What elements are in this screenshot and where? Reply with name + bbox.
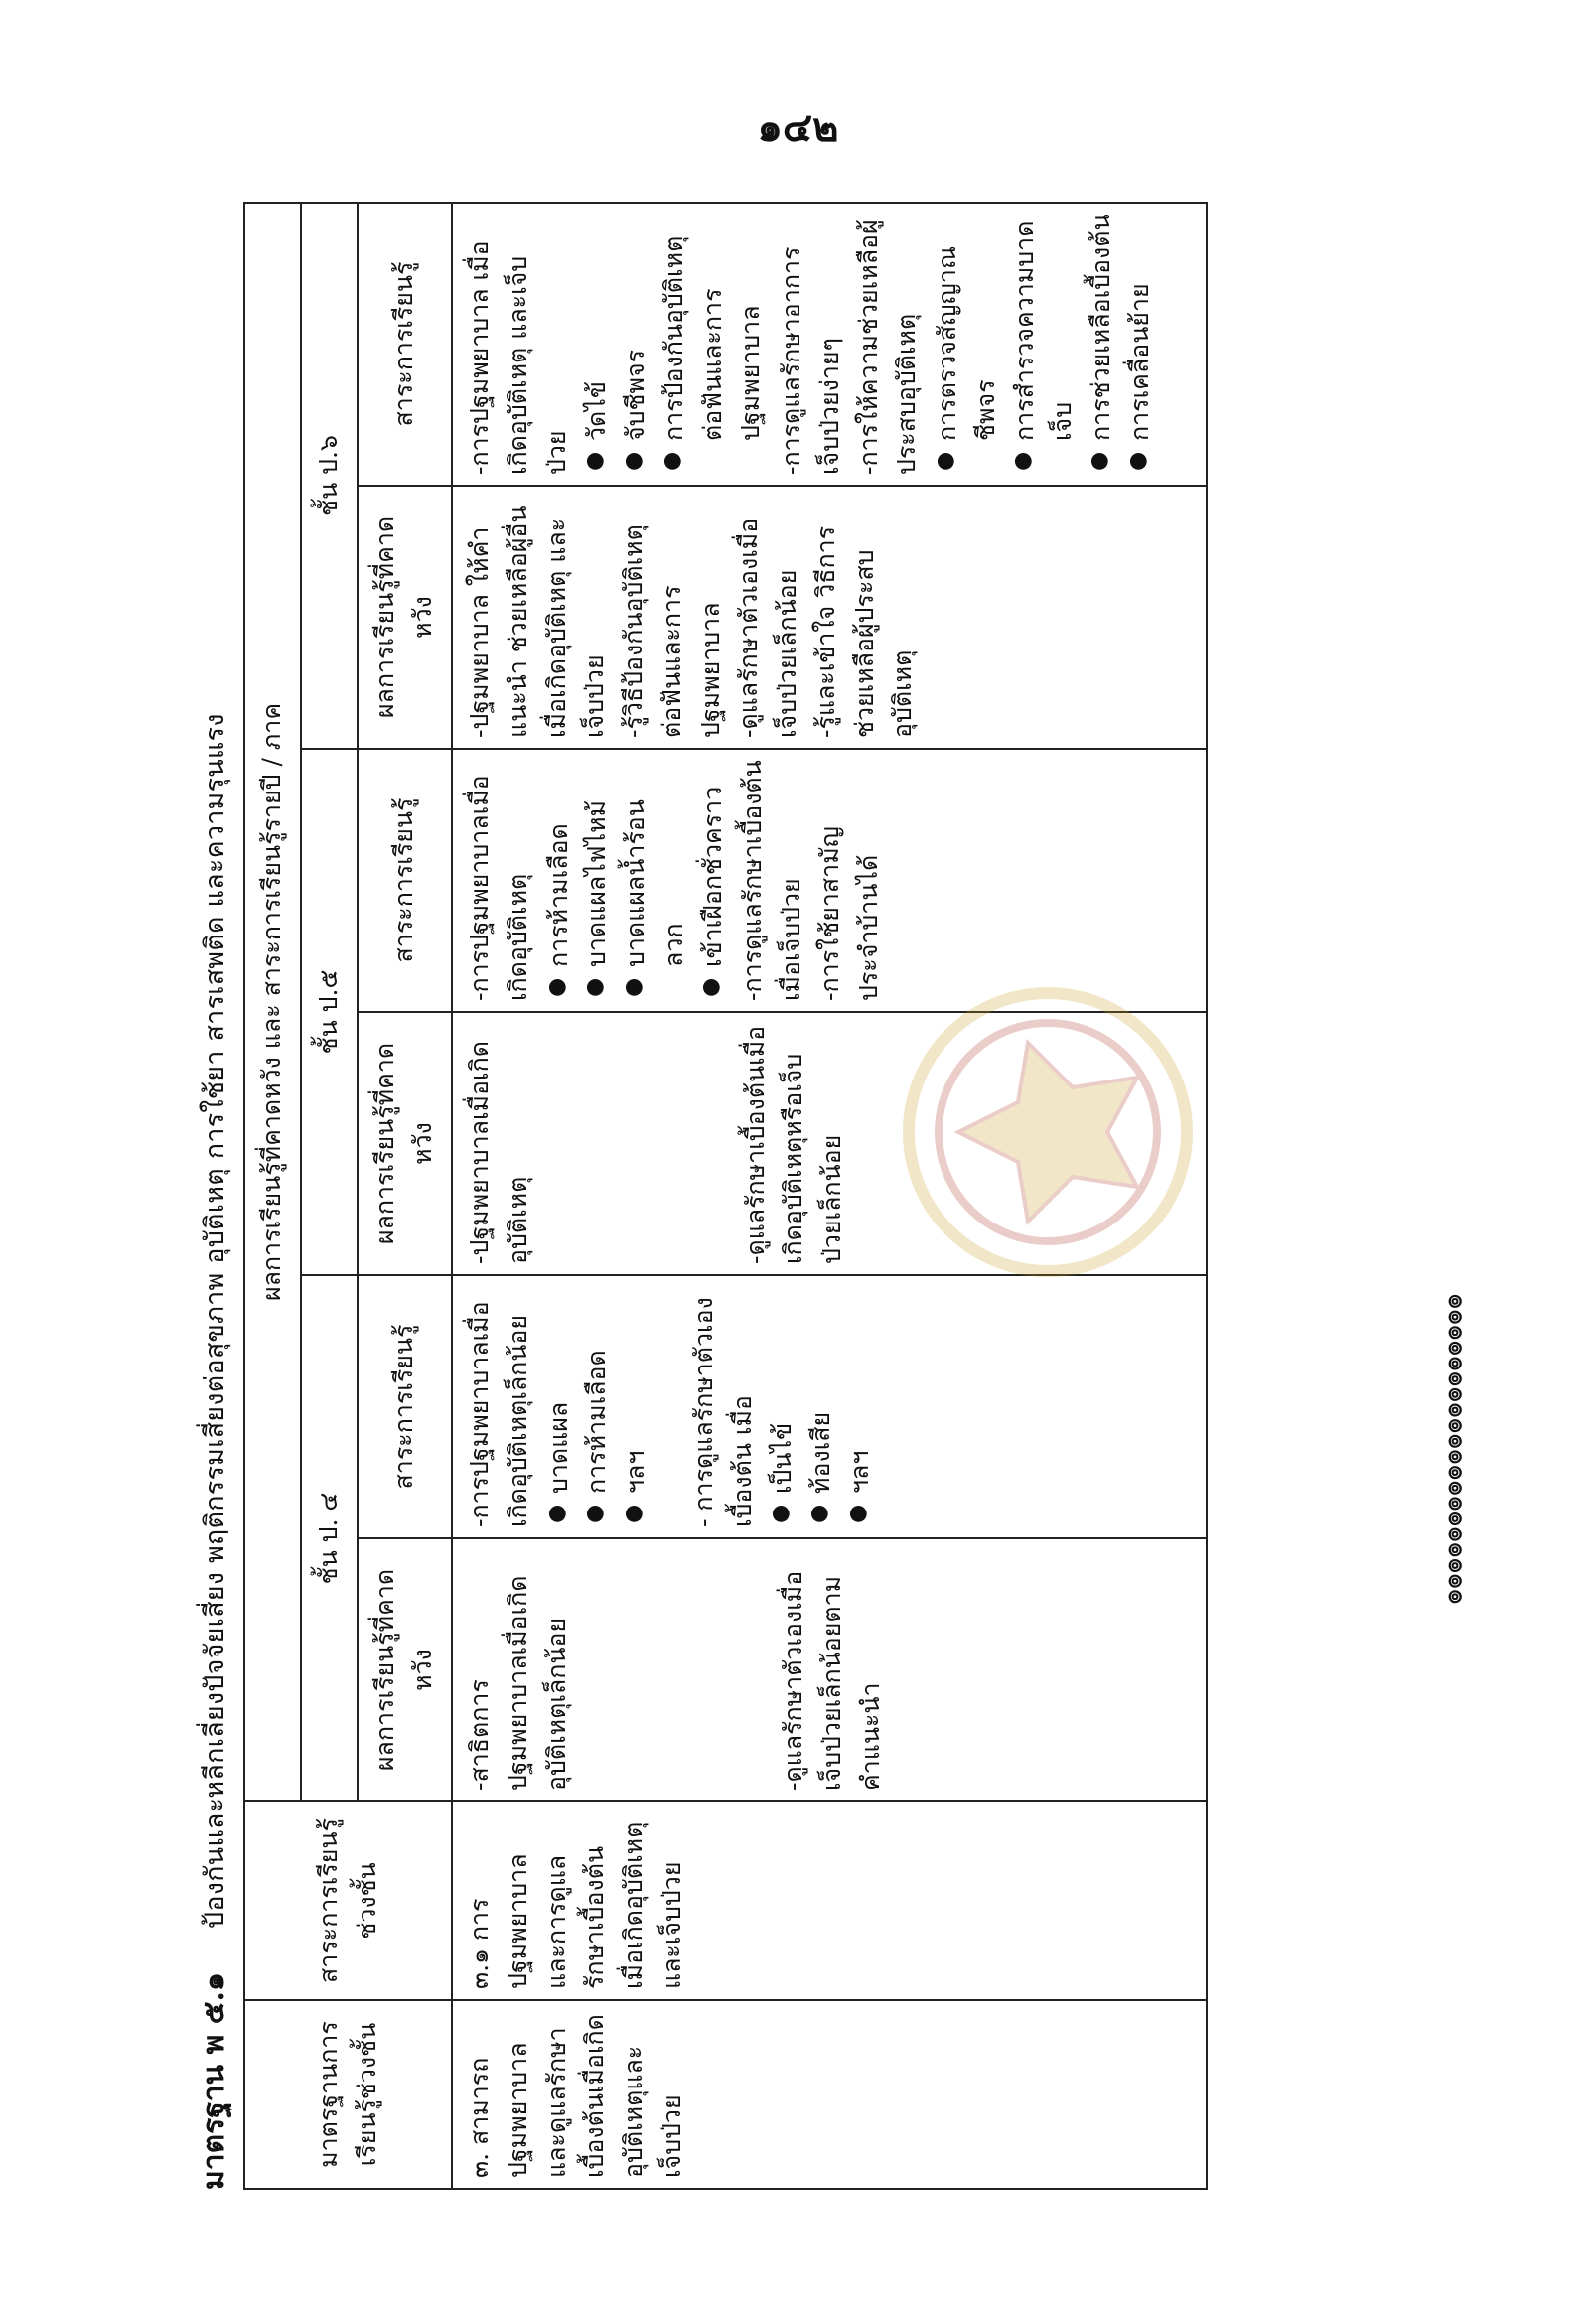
p6-content-2: -การดูแลรักษาอาการเจ็บป่วยง่ายๆ xyxy=(777,246,844,475)
p6-outcome-2: -รู้วิธีป้องกันอุบัติเหตุต่อฟันและการปฐมพยาบาล xyxy=(619,524,725,738)
p4-outcome-2: -ดูแลรักษาตัวเองเมื่อเจ็บป่วยเล็กน้อยตามคำแนะนำ xyxy=(779,1570,885,1791)
p5-outcome-header: ผลการเรียนรู้ที่คาดหวัง xyxy=(358,1012,453,1275)
p5-content-cell xyxy=(452,749,1207,1012)
content-cell: ๓.๑ การปฐมพยาบาล และการดูแลรักษาเบื้องต้นเมื่อเกิดอุบัติเหตุ และเจ็บป่วย xyxy=(452,1801,1207,2000)
rotated-page-area xyxy=(184,204,1467,2190)
p5-bullet-list-1 xyxy=(540,760,733,1001)
p6-outcome-4: -รู้และเข้าใจ วิธีการช่วยเหลือผู้ประสบอุบัติเหตุ xyxy=(810,525,918,738)
footer-ornament-rule: ๏๏๏๏๏๏๏๏๏๏๏๏๏๏๏๏๏๏๏๏ xyxy=(1438,1293,1467,1604)
watermark-emblem-icon xyxy=(899,983,1197,1281)
p4-outcome-1: -สาธิตการปฐมพยาบาลเมื่อเกิดอุบัติเหตุเล็กน้อย xyxy=(465,1575,571,1791)
list-item: ● บาดแผลไฟไหม้ xyxy=(578,760,617,1001)
p5-outcome-1: -ปฐมพยาบาลเมื่อเกิดอุบัติเหตุ xyxy=(465,1041,532,1264)
p6-outcome-header: ผลการเรียนรู้ที่คาดหวัง xyxy=(358,486,453,749)
standard-description: ป้องกันและหลีกเลี่ยงปัจจัยเสี่ยง พฤติกรรมเสี่ยงต่อสุขภาพ อุบัติเหตุ การใช้ยา สารเสพติด และความรุนแรง xyxy=(199,713,230,1930)
p5-content-2: -การดูแลรักษาเบื้องต้นเมื่อเจ็บป่วย xyxy=(738,760,805,1001)
p5-content-title-1: -การปฐมพยาบาลเมื่อเกิดอุบัติเหตุ xyxy=(465,775,532,1001)
list-item: ● การเคลื่อนย้าย xyxy=(1121,214,1160,475)
rotated-content xyxy=(184,204,1467,2190)
p4-content-title-1: -การปฐมพยาบาลเมื่อเกิดอุบัติเหตุเล็กน้อย xyxy=(465,1301,532,1527)
list-item: ● การตรวจสัญญาณชีพจร xyxy=(929,214,1006,475)
grade-p5-header: ชั้น ป.๕ xyxy=(301,749,358,1275)
standard-cell: ๓. สามารถปฐมพยาบาล และดูแลรักษาเบื้องต้นเมื่อเกิดอุบัติเหตุและเจ็บป่วย xyxy=(452,2000,1207,2189)
p6-content-title-1: -การปฐมพยาบาล เมื่อเกิดอุบัติเหตุ และเจ็บป่วย xyxy=(465,240,571,475)
p4-content-title-2: - การดูแลรักษาตัวเองเบื้องต้น เมื่อ xyxy=(688,1297,757,1527)
col-standard-header: มาตรฐานการเรียนรู้ช่วงชั้น xyxy=(244,2000,452,2189)
list-item: ● บาดแผล xyxy=(540,1286,579,1527)
list-item: ● ฯลฯ xyxy=(617,1286,655,1527)
list-item: ● วัดไข้ xyxy=(578,214,617,475)
list-item: ● การสำรวจความบาดเจ็บ xyxy=(1006,214,1084,475)
header-row-1 xyxy=(244,203,301,2189)
p4-bullet-list-2 xyxy=(764,1286,879,1527)
p4-content-header: สาระการเรียนรู้ xyxy=(358,1275,453,1538)
list-item: ● การห้ามเลือด xyxy=(578,1286,617,1527)
col-group-header: ผลการเรียนรู้ที่คาดหวัง และ สาระการเรียนรู้รายปี / ภาค xyxy=(244,203,301,1801)
p4-outcome-header: ผลการเรียนรู้ที่คาดหวัง xyxy=(358,1538,453,1801)
p5-content-3: -การใช้ยาสามัญประจำบ้านได้ xyxy=(814,826,883,1001)
page-number: ๑๔๒ xyxy=(757,104,839,151)
p6-outcome-cell xyxy=(452,486,1207,749)
p5-content-header: สาระการเรียนรู้ xyxy=(358,749,453,1012)
p6-content-header: สาระการเรียนรู้ xyxy=(358,203,453,486)
p6-content-cell xyxy=(452,203,1207,486)
standard-header xyxy=(184,204,243,2190)
p4-outcome-cell xyxy=(452,1538,1207,1801)
p6-outcome-3: -ดูแลรักษาตัวเองเมื่อเจ็บป่วยเล็กน้อย xyxy=(734,517,801,738)
grade-p6-header: ชั้น ป.๖ xyxy=(301,203,358,749)
list-item: ● ฯลฯ xyxy=(841,1286,880,1527)
list-item: ● เป็นไข้ xyxy=(764,1286,802,1527)
p6-content-title-3: -การให้ความช่วยเหลือผู้ประสบอุบัติเหตุ xyxy=(853,219,922,475)
p6-outcome-1: -ปฐมพยาบาล ให้คำแนะนำ ช่วยเหลือผู้อื่นเมื่อเกิดอุบัติเหตุ และเจ็บป่วย xyxy=(465,505,610,738)
p6-bullet-list-1 xyxy=(578,214,771,475)
list-item: ● บาดแผลน้ำร้อนลวก xyxy=(617,760,694,1001)
list-item: ● ท้องเสีย xyxy=(802,1286,841,1527)
list-item: ● เข้าเฝือกชั่วคราว xyxy=(694,760,733,1001)
p4-bullet-list-1 xyxy=(540,1286,655,1527)
list-item: ● จับชีพจร xyxy=(617,214,655,475)
col-content-header: สาระการเรียนรู้ช่วงชั้น xyxy=(244,1801,452,2000)
p4-content-cell xyxy=(452,1275,1207,1538)
standard-title: มาตรฐาน พ ๕.๑ xyxy=(196,1972,231,2190)
grade-p4-header: ชั้น ป. ๔ xyxy=(301,1275,358,1801)
p5-outcome-2: -ดูแลรักษาเบื้องต้นเมื่อเกิดอุบัติเหตุหรือเจ็บป่วยเล็กน้อย xyxy=(740,1025,846,1264)
p6-bullet-list-3 xyxy=(929,214,1160,475)
list-item: ● การป้องกันอุบัติเหตุต่อฟันและการปฐมพยาบาล xyxy=(655,214,771,475)
list-item: ● การช่วยเหลือเบื้องต้น xyxy=(1083,214,1121,475)
list-item: ● การห้ามเลือด xyxy=(540,760,579,1001)
